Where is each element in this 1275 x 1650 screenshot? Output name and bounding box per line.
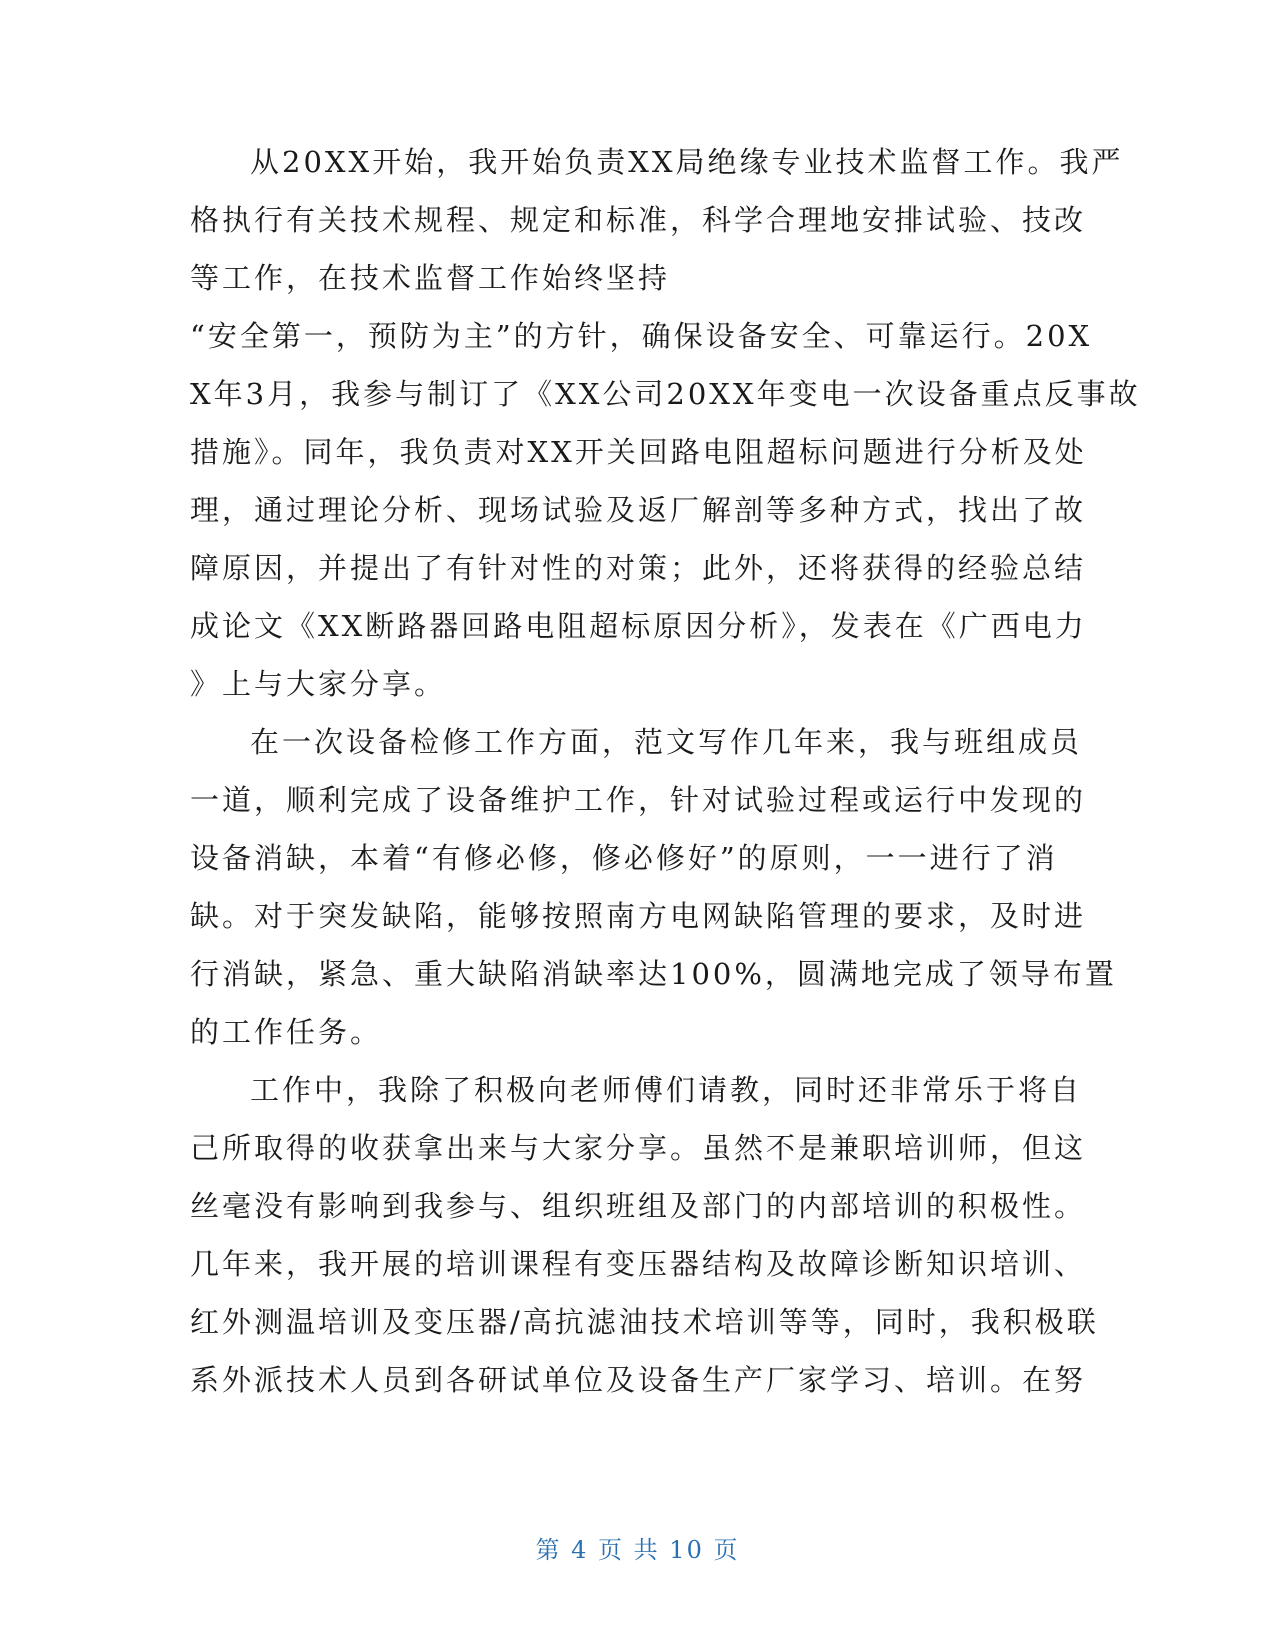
text-line: 》上与大家分享。 <box>190 667 447 701</box>
text-line: 己所取得的收获拿出来与大家分享。虽然不是兼职培训师，但这 <box>190 1131 1087 1165</box>
text-line: 红外测温培训及变压器/高抗滤油技术培训等等，同时，我积极联 <box>190 1305 1099 1339</box>
text-line: 从20XX开始，我开始负责XX局绝缘专业技术监督工作。我严 <box>250 145 1124 179</box>
text-line: 障原因，并提出了有针对性的对策；此外，还将获得的经验总结 <box>190 551 1087 585</box>
text-line: 丝毫没有影响到我参与、组织班组及部门的内部培训的积极性。 <box>190 1189 1087 1223</box>
text-line: 系外派技术人员到各研试单位及设备生产厂家学习、培训。在努 <box>190 1363 1087 1397</box>
text-line: “安全第一，预防为主”的方针，确保设备安全、可靠运行。20X <box>190 319 1093 353</box>
text-line: 措施》。同年，我负责对XX开关回路电阻超标问题进行分析及处 <box>190 435 1087 469</box>
text-line: 成论文《XX断路器回路电阻超标原因分析》，发表在《广西电力 <box>190 609 1087 643</box>
text-line: 几年来，我开展的培训课程有变压器结构及故障诊断知识培训、 <box>190 1247 1087 1281</box>
page-number-footer: 第 4 页 共 10 页 <box>535 1536 740 1564</box>
text-line: 理，通过理论分析、现场试验及返厂解剖等多种方式，找出了故 <box>190 493 1087 527</box>
text-line: X年3月，我参与制订了《XX公司20XX年变电一次设备重点反事故 <box>190 377 1141 411</box>
text-line: 设备消缺，本着“有修必修，修必修好”的原则，一一进行了消 <box>190 841 1058 875</box>
text-line: 缺。对于突发缺陷，能够按照南方电网缺陷管理的要求，及时进 <box>190 899 1087 933</box>
text-line: 在一次设备检修工作方面，范文写作几年来，我与班组成员 <box>250 725 1083 759</box>
text-line: 格执行有关技术规程、规定和标准，科学合理地安排试验、技改 <box>190 203 1087 237</box>
text-line: 的工作任务。 <box>190 1015 383 1049</box>
text-line: 一道，顺利完成了设备维护工作，针对试验过程或运行中发现的 <box>190 783 1087 817</box>
text-line: 等工作，在技术监督工作始终坚持 <box>190 261 671 295</box>
text-line: 工作中，我除了积极向老师傅们请教，同时还非常乐于将自 <box>250 1073 1083 1107</box>
text-line: 行消缺，紧急、重大缺陷消缺率达100%，圆满地完成了领导布置 <box>190 957 1117 991</box>
